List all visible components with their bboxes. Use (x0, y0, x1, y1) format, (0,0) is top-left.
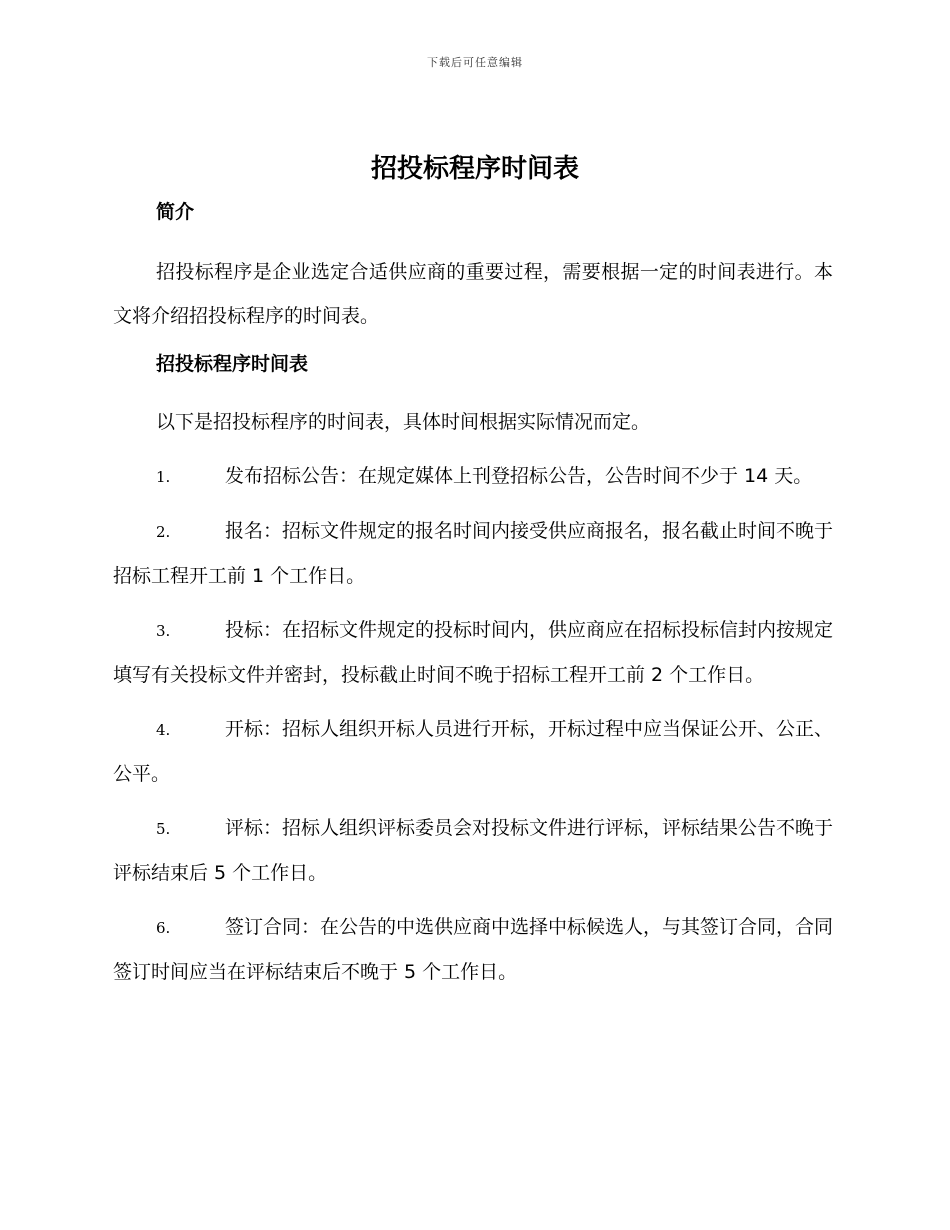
intro-heading: 简介 (156, 201, 195, 223)
list-item (113, 454, 833, 499)
list-item-text: 开标：招标人组织开标人员进行开标，开标过程中应当保证公开、公正、公平。 (113, 718, 834, 785)
list-item-text: 发布招标公告：在规定媒体上刊登招标公告，公告时间不少于 14 天。 (225, 465, 813, 487)
document-title: 招投标程序时间表 (370, 154, 579, 184)
list-item-text: 评标：招标人组织评标委员会对投标文件进行评标，评标结果公告不晚于评标结束后 5 个工作日。 (113, 817, 834, 884)
list-item-text: 签订合同：在公告的中选供应商中选择中标候选人，与其签订合同，合同签订时间应当在评标结束后不晚于 5 个工作日。 (113, 916, 834, 983)
list-item (113, 509, 833, 598)
schedule-intro-paragraph: 以下是招投标程序的时间表，具体时间根据实际情况而定。 (156, 411, 651, 433)
list-item-text: 投标：在招标文件规定的投标时间内，供应商应在招标投标信封内按规定填写有关投标文件并密封，投标截止时间不晚于招标工程开工前 2 个工作日。 (113, 619, 834, 686)
list-item-number: 1. (156, 468, 171, 486)
list-item-number: 4. (156, 721, 171, 739)
list-item (113, 806, 833, 895)
list-item-number: 2. (156, 523, 171, 541)
schedule-list (113, 454, 833, 994)
list-item-number: 6. (156, 919, 171, 937)
list-item-text: 报名：招标文件规定的报名时间内接受供应商报名，报名截止时间不晚于招标工程开工前 1 个工作日。 (113, 520, 834, 587)
list-item-number: 3. (156, 622, 171, 640)
intro-paragraph: 招投标程序是企业选定合适供应商的重要过程，需要根据一定的时间表进行。本文将介绍招投标程序的时间表。 (113, 261, 833, 327)
document-body (113, 196, 833, 994)
header-note: 下载后可任意编辑 (427, 56, 523, 69)
list-item (113, 707, 833, 796)
list-item-number: 5. (156, 820, 171, 838)
schedule-heading: 招投标程序时间表 (156, 353, 309, 375)
list-item (113, 608, 833, 697)
list-item (113, 905, 833, 994)
